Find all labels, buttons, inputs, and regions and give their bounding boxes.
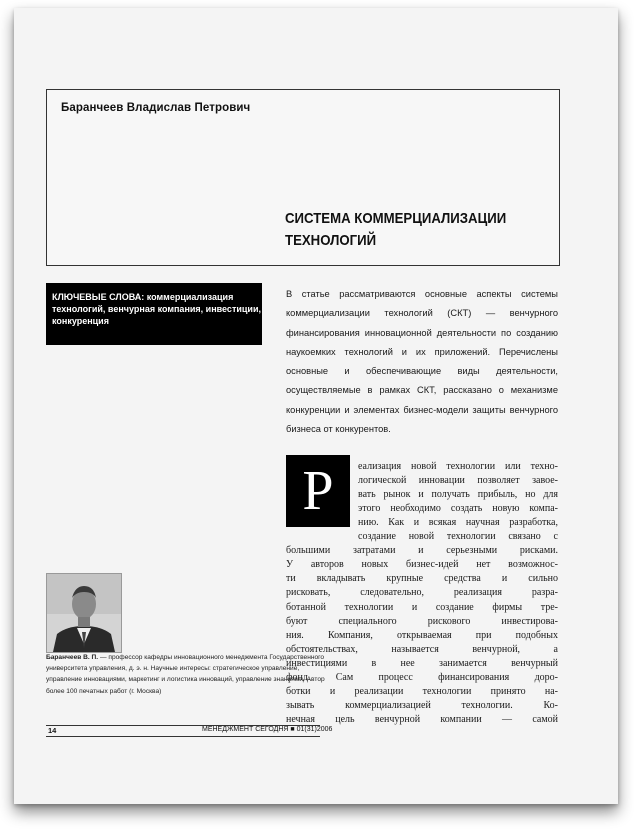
body-text-line: ти вкладывать крупные средства и сильно <box>286 573 558 585</box>
body-text-line: нечная цель венчурной компании — самой <box>286 713 558 725</box>
title-line-1: СИСТЕМА КОММЕРЦИАЛИЗАЦИИ <box>285 210 507 227</box>
body-text-line: создание новой технологии связано с <box>358 531 558 543</box>
page-number: 14 <box>48 726 57 735</box>
footer-rule-bottom <box>46 736 320 737</box>
body-text-line: инвестициями в нее занимается венчурный <box>286 657 558 669</box>
title-line-2: ТЕХНОЛОГИЙ <box>285 232 377 249</box>
body-text-line: нию. Как и всякая научная разработка, <box>358 517 558 529</box>
drop-cap: Р <box>286 455 350 527</box>
body-text-line: рисковать, следовательно, реализация разра- <box>286 587 558 599</box>
body-text-line: большими затратами и серьезными рисками. <box>286 545 558 557</box>
body-text-line: буют специального рискового инвестирова- <box>286 615 558 627</box>
body-text-line: обстоятельствах, называется венчурной, а <box>286 643 558 655</box>
body-text-line: ния. Компания, открываемая при подобных <box>286 629 558 641</box>
body-text-line: ботанной технологии и создание фирмы тре- <box>286 601 558 613</box>
body-text-line: зывать коммерциализацией технологии. Ко- <box>286 699 558 711</box>
author-photo <box>46 573 122 653</box>
header-box <box>46 89 560 266</box>
author-name: Баранчеев Владислав Петрович <box>61 102 251 114</box>
body-text-line: У авторов новых бизнес-идей нет возможнос- <box>286 559 558 571</box>
body-text-line: вать рынок и получать прибыль, но для <box>358 489 558 501</box>
body-text-line: логической инновации позволяет завое- <box>358 475 558 487</box>
author-bio <box>46 652 326 697</box>
journal-name: МЕНЕДЖМЕНТ СЕГОДНЯ ■ 01(31)2006 <box>202 726 333 733</box>
abstract: В статье рассматриваются основные аспекты системы коммерциализации технологий (СКТ) — венчурного финансирования инновационной деятельности по созданию наукоемких технологий и их приложений. Перечислены основные и обеспечивающие виды деятельности, осуществляемые в рамках СКТ, рассказано о механизме конкуренции и элементах бизнес-модели защиты венчурного бизнеса от конкурентов. <box>286 289 558 435</box>
author-portrait-image <box>47 574 121 652</box>
article-title <box>285 208 514 252</box>
bio-name: Баранчеев В. П. <box>46 654 99 661</box>
body-text-line: этого необходимо создать новую компа- <box>358 503 558 515</box>
bio-text: — профессор кафедры инновационного менеджмента Государственного университета управления, д. э. н. Научные интересы: стратегическое управление, управление инновациями, маркетинг и логистика инноваций, управление знаниями. Автор более 100 печатных работ (г. Москва) <box>46 654 325 695</box>
body-text-line: фонд. Сам процесс финансирования доро- <box>286 671 558 683</box>
body-text-line: ботки и реализации технологии принято на- <box>286 685 558 697</box>
keywords-text: КЛЮЧЕВЫЕ СЛОВА: коммерциализация технологий, венчурная компания, инвестиции, конкуренция <box>52 292 261 326</box>
body-text-line: еализация новой технологии или техно- <box>358 461 558 472</box>
keywords-box <box>46 283 262 345</box>
